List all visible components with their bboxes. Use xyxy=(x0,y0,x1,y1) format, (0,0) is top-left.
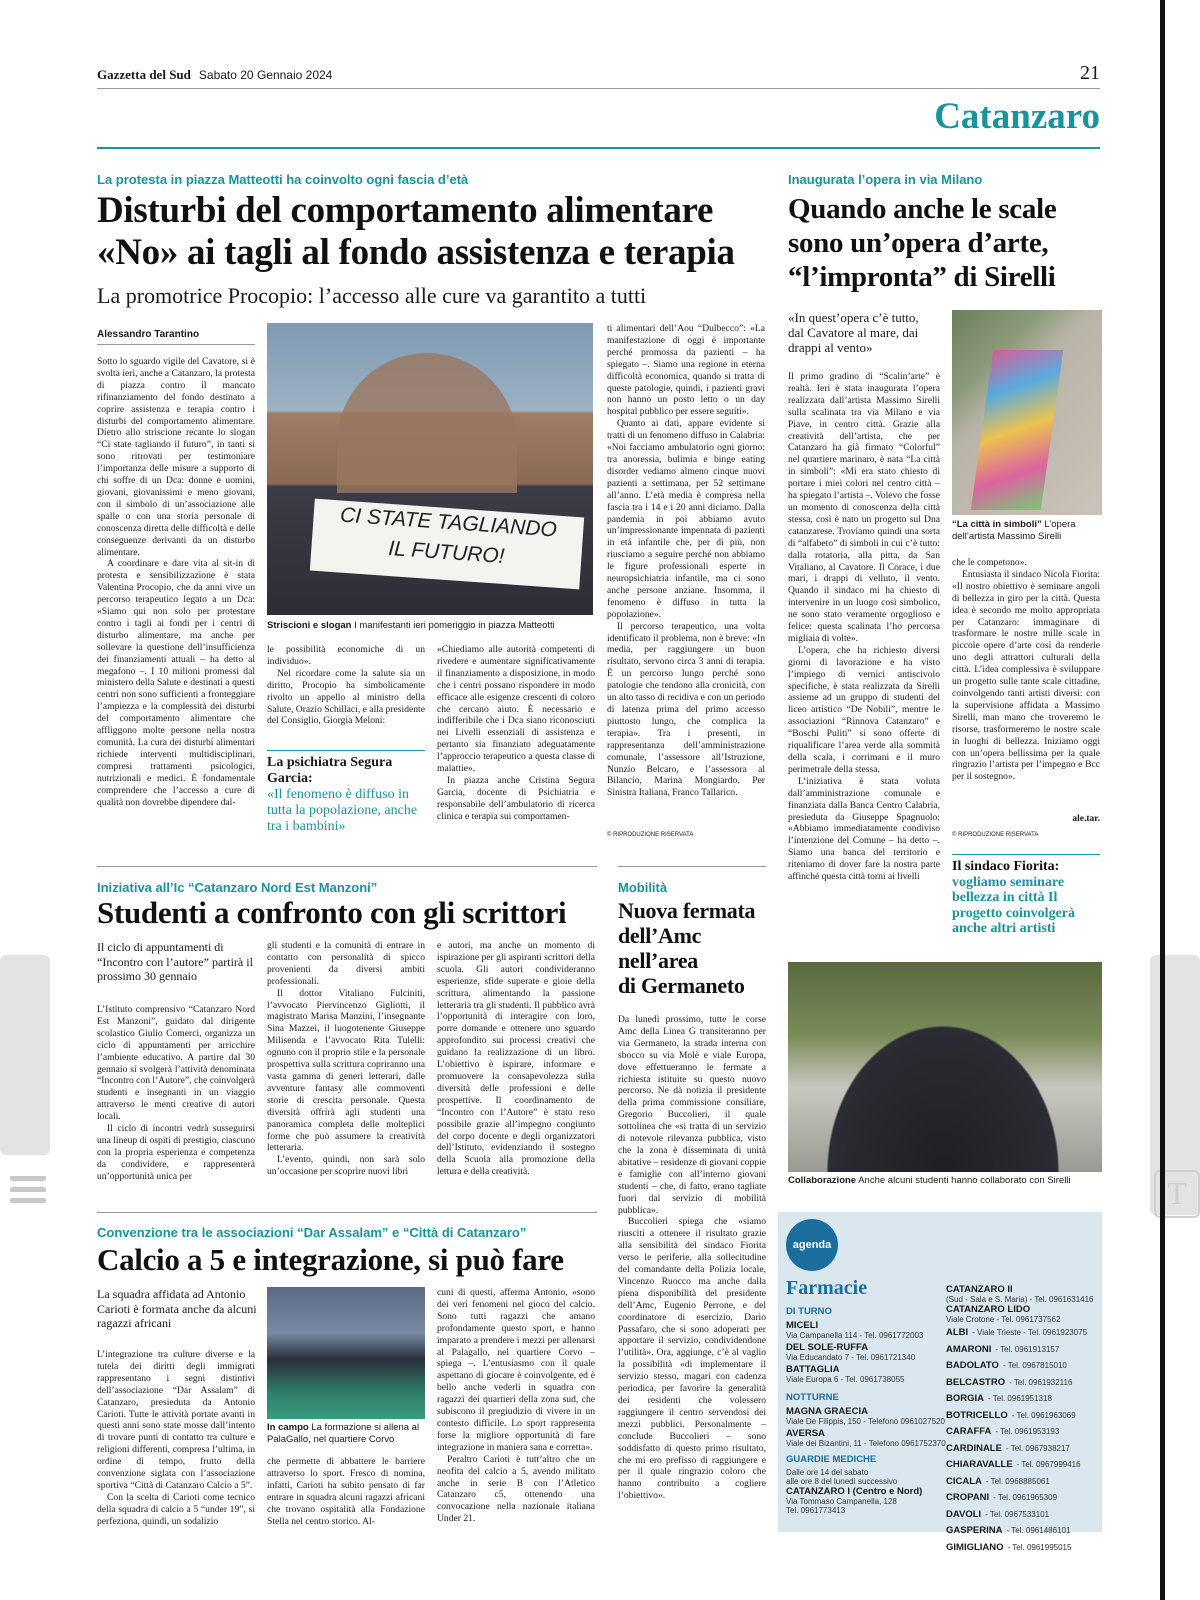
notturne-list xyxy=(786,1406,946,1448)
di-turno-list xyxy=(786,1320,946,1384)
article3-col2 xyxy=(267,940,425,1190)
guardie-name: CATANZARO I (Centro e Nord) xyxy=(786,1486,923,1497)
pharmacy-item xyxy=(946,1324,1098,1341)
protest-banner xyxy=(310,499,584,590)
article1-col3-p2: In piazza anche Cristina Segura Garcia, docente di Psichiatria e responsabile dell’ambulatorio di ricerca clinica e terapia sui comportamen- xyxy=(437,774,595,822)
caption-text: I manifestanti ieri pomeriggio in piazza Matteotti xyxy=(354,620,555,631)
article5-col2-p1: che permette di abbattere le barriere attraverso lo sport. Fresco di nomina, infatti, Carioti ha subito pensato di far entrare in squadra alcuni ragazzi africani che trovano ospitalità alla Fondazione Stella nel centro storico. Al- xyxy=(267,1456,425,1527)
article3-kicker: Iniziativa all’Ic “Catanzaro Nord Est Manzoni” xyxy=(97,880,378,895)
article4-title-line3: nell’area xyxy=(618,948,698,973)
article5-photo xyxy=(267,1287,425,1419)
pharmacy-info: - Tel. 0967938217 xyxy=(1005,1443,1070,1453)
article1-title-line1: Disturbi del comportamento alimentare xyxy=(97,190,714,231)
article1-photo-caption xyxy=(267,620,593,632)
pharmacy-info: - Tel. 0967533101 xyxy=(985,1509,1050,1519)
article2-quote: «In quest’opera c’è tutto, dal Cavatore al mare, dai drappi al vento» xyxy=(788,310,919,355)
article5-top-rule xyxy=(97,1212,597,1213)
article2-signature: ale.tar. xyxy=(1072,814,1100,824)
pharmacy-name: ALBI xyxy=(946,1327,969,1338)
article4-title-line2: dell’Amc xyxy=(618,923,702,948)
caption-bold: In campo xyxy=(267,1422,309,1433)
article5-col3-p2: Peraltro Carioti è tutt’altro che un neofita del calcio a 5, avendo militato anche in serie B con l’Atletico Catanzaro c5, ottenendo una convocazione nella nazionale italiana Under 21. xyxy=(437,1453,595,1525)
article2-copyright: © RIPRODUZIONE RISERVATA xyxy=(952,832,1039,838)
pharmacy-item xyxy=(946,1341,1098,1358)
article2-photo xyxy=(952,310,1102,515)
caption-bold: Collaborazione xyxy=(788,1175,857,1186)
article1-pullquote xyxy=(267,750,425,835)
article2-photo2-caption xyxy=(788,1175,1102,1187)
paper-name: Gazzetta del Sud xyxy=(97,67,191,82)
article2-title-line1: Quando anche le scale xyxy=(788,193,1057,225)
article5-kicker: Convenzione tra le associazioni “Dar Assalam” e “Città di Catanzaro” xyxy=(97,1225,527,1240)
pharmacy-name: CROPANI xyxy=(946,1492,990,1503)
article1-col4-p2: Quanto ai dati, appare evidente si tratti di un fenomeno diffuso in Calabria: «Noi facciamo ambulatorio ogni giorno: tra anoressia, bulimia e binge eating disorder vediamo almeno cinque nuovi pazienti a settimana, per 52 settimane all’anno. L’età media è compresa nella fascia tra i 14 e i 20 anni diciamo. Dalla pandemia in poi abbiamo avuto un’impressionante impennata di pazienti in età infantile che, per di più, non riusciamo a seguire perché non abbiamo le figure professionali esperte in neuropsichiatria infantile, ma ci sono anche persone anziane. Insomma, il fenomeno è diffuso in tutta la popolazione». xyxy=(607,418,765,620)
agenda-badge: agenda xyxy=(786,1219,838,1271)
pharmacy-item xyxy=(786,1342,946,1362)
pharmacy-item xyxy=(946,1489,1098,1506)
banner-line1: CI STATE TAGLIANDO xyxy=(339,503,558,542)
pharmacy-info: (Sud - Sala e S. Maria) - Tel. 0961631416 xyxy=(946,1295,1094,1304)
guardie-info: Via Tommaso Campanella, 128 xyxy=(786,1497,897,1506)
pullquote-rest: «Il fenomeno è diffuso in tutta la popolazione, anche tra i bambini» xyxy=(267,787,418,834)
article5-title: Calcio a 5 e integrazione, si può fare xyxy=(97,1242,564,1277)
pharmacy-item xyxy=(786,1364,946,1384)
guardie-note: Dalle ore 14 del sabato xyxy=(786,1468,869,1477)
pharmacy-item xyxy=(946,1374,1098,1391)
article1-author: Alessandro Tarantino xyxy=(97,329,200,340)
caption-text: Anche alcuni studenti hanno collaborato con Sirelli xyxy=(858,1175,1071,1186)
article1-col1 xyxy=(97,356,255,841)
article3-title: Studenti a confronto con gli scrittori xyxy=(97,895,567,930)
article2-title-line3: “l’impronta” di Sirelli xyxy=(788,261,1056,293)
article4-col-p1: Da lunedì prossimo, tutte le corse Amc della Linea G transiteranno per via Germaneto, la strada interna con sbocco su via Molè e viale Europa, dove effettueranno le fermate a richiesta istituite su questo nuovo percorso. Ne dà notizia il presidente della prima commissione consiliare, Gregorio Buccolieri, il quale sottolinea che «si tratta di un servizio di notevole rilevanza pubblica, visto che la zona è disseminata di unità abitative – residenze di giovani coppie e famiglie con all’interno giovani studenti – che, di fatto, erano tagliate fuori dal servizio di mobilità pubblica». xyxy=(618,1014,766,1216)
pharmacy-info: - Tel. 0961965309 xyxy=(993,1493,1058,1502)
article3-col2-p3: L’evento, quindi, non sarà solo un’occasione per scoprire nuovi libri xyxy=(267,1154,425,1178)
agenda-title: Farmacie xyxy=(786,1277,868,1299)
pharmacy-info: Viale dei Bizantini, 11 - Telefono 0961752370 xyxy=(786,1439,946,1448)
article2-col2-p2: Entusiasta il sindaco Nicola Fiorita: «Il nostro obiettivo è seminare angoli di bellezza in giro per la città. Questa idea è secondo me molto appropriata per Catanzaro: immaginare di trasformare le nostre mille scale in piccole opere d’arte così da renderle uno degli attrattori culturali della città. L’idea complessiva è sviluppare un progetto sulle tante scale cittadine, coinvolgendo tanti artisti diversi: con la supervisione affidata a Massimo Sirelli, man mano che troveremo le risorse, trasformeremo le nostre scale in luoghi di bellezza. Iniziamo oggi con un’opera bellissima per la quale ringrazio l’artista per l’impegno e Bcc per il sostegno». xyxy=(952,568,1100,783)
pharmacy-name: MICELI xyxy=(786,1320,819,1331)
article1-copyright: © RIPRODUZIONE RISERVATA xyxy=(607,832,694,838)
article2-col1-p1: Il primo gradino di “Scalin’arte” è realtà. Ieri è stata inaugurata l’opera realizzata dall’artista Massimo Sirelli sulla scalinata tra via Milano e via Piave, in centro città. Grazie alla creatività dell’artista, che per Catanzaro ha già firmato “Colorful” nel quartiere marinaro, è nata “La città in simboli”: «Mi era stato chiesto di portare i miei colori nel centro città – ha spiegato l’artista –. Volevo che fosse un momento di conoscenza della città stessa, così è nato un progetto sul Dna catanzarese. Troviamo quindi una sorta di “alfabeto” di simboli in cui c’è tutto: dalla rotatoria, alla pitta, da San Vitaliano, al Cavatore. Il Corace, i due mari, i drappi di velluto, il vento. Quando il sindaco mi ha chiesto di intervenire in un luogo così simbolico, ne sono stato veramente orgoglioso e felice: questa scalinata l’ho percorsa migliaia di volte». xyxy=(788,371,940,644)
pharmacy-name: DAVOLI xyxy=(946,1508,982,1520)
pharmacy-name: BATTAGLIA xyxy=(786,1364,840,1375)
banner-line2: IL FUTURO! xyxy=(387,536,506,569)
article1-author-rule xyxy=(97,344,255,345)
article2-col1 xyxy=(788,371,940,953)
article3-col1-p2: Il ciclo di incontri vedrà susseguirsi una lineup di ospiti di prestigio, ciascuno con la propria esperienza e competenza da condividere, e rappresenterà un’opportunità unica per xyxy=(97,1123,255,1182)
article4-kicker: Mobilità xyxy=(618,880,668,895)
masthead-rule xyxy=(97,88,1100,89)
right-pharmacy-list xyxy=(946,1284,1098,1555)
article3-col3-p1: e autori, ma anche un momento di ispirazione per gli aspiranti scrittori della scuola. Gli autori condivideranno esperienze, sfide superate e gioie della scrittura, alimentando la passione letteraria tra gli studenti. Il pubblico avrà l’opportunità di interagire con loro, porre domande e ottenere uno sguardo approfondito sui processi creativi che guidano la realizzazione di un libro. L’obiettivo è ispirare, informare e promuovere la consapevolezza sulla diversità delle professioni e delle prospettive. Il coordinamento de “Incontro con l’Autore” è stato reso possibile grazie all’impegno congiunto del corpo docente e degli organizzatori dell’Istituto, evidenziando il sostegno della Scuola alla promozione della lettura e della creatività. xyxy=(437,940,595,1178)
article1-col4-p1: ti alimentari dell’Aou “Dulbecco”: «La manifestazione di oggi è importante perché promossa da pazienti – ha spiegato –. Siamo una regione in eterna difficoltà economica, quando si tratta di queste patologie, quindi, i pazienti gravi non hanno un posto letto o un day hospital pubblico per essere seguiti». xyxy=(607,323,765,418)
article4-col xyxy=(618,1014,766,1539)
page-edge xyxy=(1160,0,1165,1600)
pharmacy-name: GIMIGLIANO xyxy=(946,1541,1004,1553)
article2-col1-p2: L’opera, che ha richiesto diversi giorni di lavorazione e ha visto l’impiego di vernici antiscivolo specifiche, è stata realizzata da Sirelli assieme ad un gruppo di studenti del liceo artistico “De Nobili”, mentre le associazioni “Rinnova Catanzaro” e “Boschi Puliti” si sono offerte di riqualificare l’area verde alla sommità della scala, i corrimani e il muro perimetrale della stessa. xyxy=(788,644,940,775)
article5-col3 xyxy=(437,1287,595,1537)
pharmacy-item xyxy=(946,1390,1098,1407)
article4-title-line1: Nuova fermata xyxy=(618,898,756,923)
article3-col1-p1: L’Istituto comprensivo “Catanzaro Nord Est Manzoni”, guidato dal dirigente scolastico Giulio Comerci, organizza un ciclo di appuntamenti per arricchire l’ambiente educativo. A partire dal 30 gennaio si svolgerà l’attività denominata “Incontro con l’Autore”, che coinvolgerà studenti e insegnanti in un viaggio attraverso le menti creative di autori locali. xyxy=(97,1004,255,1123)
agenda-box xyxy=(778,1212,1102,1553)
article2-pullquote xyxy=(952,854,1100,937)
pharmacy-item xyxy=(786,1320,946,1340)
article5-col1-p2: Con la scelta di Carioti come tecnico della squadra di calcio a 5 “under 19”, si perfeziona, quindi, un sodalizio xyxy=(97,1491,255,1527)
article3-col2-p1: gli studenti e la comunità di entrare in contatto con personalità di spicco provenienti da diversi ambiti professionali. xyxy=(267,940,425,987)
article5-photo-caption xyxy=(267,1422,425,1445)
pharmacy-item xyxy=(946,1522,1098,1539)
article2-col1-p3: L’iniziativa è stata voluta dall’amministrazione comunale e finanziata dalla Banca Centro Calabria, presieduta da Giuseppe Spagnuolo: «Abbiamo immediatamente condiviso l’intenzione del Comune – ha detto –. Siamo una banca del territorio e riteniamo di dover fare la nostra parte affinché questa città torni ai livelli xyxy=(788,775,940,883)
menu-icon[interactable] xyxy=(10,1170,46,1210)
article3-col3 xyxy=(437,940,595,1190)
pharmacy-info: Via Campanella 114 - Tel. 0961772003 xyxy=(786,1331,924,1340)
caption-bold: Striscioni e slogan xyxy=(267,620,352,631)
guardie-info: Tel. 0961773413 xyxy=(786,1506,846,1515)
pharmacy-item xyxy=(946,1456,1098,1473)
pharmacy-info: Via Educandato 7 - Tel. 0961721340 xyxy=(786,1353,916,1362)
pharmacy-item xyxy=(946,1423,1098,1440)
article2-kicker: Inaugurata l’opera in via Milano xyxy=(788,172,983,187)
pharmacy-name: BADOLATO xyxy=(946,1360,999,1371)
pharmacy-item xyxy=(786,1428,946,1448)
article5-col1 xyxy=(97,1349,255,1537)
pullquote-lead: Il sindaco Fiorita: xyxy=(952,859,1060,874)
article5-col1-p1: L’integrazione tra culture diverse e la tutela dei diritti degli immigrati rappresentano i segni distintivi dell’associazione “Dar Assalam” di Catanzaro, presieduta da Antonio Carioti. Tutte le attività portate avanti in questi anni sono state mosse dall’intento di trovare punti di contatto tra culture e religioni differenti, compresa l’ultima, in ordine di tempo, frutto della convenzione siglata con l’associazione sportiva “Città di Catanzaro Calcio a 5”. xyxy=(97,1349,255,1491)
guardie-note: alle ore 8 del lunedì successivo xyxy=(786,1477,898,1486)
article1-title-line2: «No» ai tagli al fondo assistenza e terapia xyxy=(97,232,735,273)
pharmacy-info: - Tel. 0961913157 xyxy=(995,1344,1060,1354)
article4-title-line4: di Germaneto xyxy=(618,973,745,998)
pharmacy-item xyxy=(946,1284,1098,1304)
pharmacy-info: - Tel. 0961995015 xyxy=(1007,1542,1072,1552)
article4-col-p2: Buccolieri spiega che «siamo riusciti a ottenere il risultato grazie alla sensibilità del sindaco Fiorita verso le periferie, alla sollecitudine del comandante della Polizia locale, Vincenzo Ruocco ma anche dalla piena disponibilità del presidente dell’Amc, Eugenio Perrone, e del coordinatore di esercizio, Dario Passafaro, che si sono adoperati per apportare il servizio, condividendone l’utilità». Ora, aggiunge, c’è al vaglio la possibilità «di implementare il servizio stesso, magari con cadenza periodica, per favorire la generalità dei residenti che volessero raggiungere il centro servendosi dei mezzi pubblici. Personalmente – conclude Buccolieri – sono soddisfatto di questo primo risultato, che mi ero prefisso di raggiungere e per il quale ringrazio coloro che hanno contribuito a cogliere l’obiettivo». xyxy=(618,1216,766,1502)
pharmacy-info: - Tel. 0961963069 xyxy=(1011,1410,1076,1420)
pharmacy-name: CARDINALE xyxy=(946,1442,1002,1454)
pharmacy-item xyxy=(946,1440,1098,1457)
pharmacy-info: Viale Europa 6 - Tel. 0961738055 xyxy=(786,1375,905,1384)
article3-col2-p2: Il dottor Vitaliano Fulciniti, l’avvocato Piervincenzo Gigliotti, il magistrato Marisa Manzini, l’insegnante Sina Mazzei, il luogotenente Giuseppe Milisenda e l’avvocato Rita Tulelli: ognuno con il proprio stile e la personale prospettiva sulla scrittura copriranno una vasta gamma di generi letterari, dalle avventure fantasy alle commoventi storie di crescita personale. Questa diversità offrirà agli studenti una panoramica completa delle molteplici forme che può assumere la creatività letteraria. xyxy=(267,987,425,1154)
pharmacy-info: - Tel. 0961953193 xyxy=(995,1427,1060,1436)
caption-text: L’opera dell’artista Massimo Sirelli xyxy=(952,519,1076,542)
article1-col3 xyxy=(437,644,595,842)
pharmacy-info: Viale De Filippis, 150 - Telefono 0961027520 xyxy=(786,1417,945,1426)
pharmacy-info: - Tel. 0968885061 xyxy=(985,1476,1050,1486)
issue-date: Sabato 20 Gennaio 2024 xyxy=(198,68,333,82)
article1-subtitle: La promotrice Procopio: l’accesso alle cure va garantito a tutti xyxy=(97,283,647,308)
pharmacy-name: CICALA xyxy=(946,1475,982,1487)
section-title: Catanzaro xyxy=(934,96,1100,137)
pharmacy-info: - Tel. 0961486101 xyxy=(1006,1526,1071,1535)
pharmacy-name: DEL SOLE-RUFFA xyxy=(786,1342,869,1353)
pullquote-rest: vogliamo seminare bellezza in città Il progetto coinvolgerà anche altri artisti xyxy=(952,874,1075,936)
pharmacy-item xyxy=(946,1407,1098,1424)
article2-title-line2: sono un’opera d’arte, xyxy=(788,227,1049,259)
pharmacy-name: CATANZARO II xyxy=(946,1284,1013,1295)
page-number: 21 xyxy=(1080,62,1100,84)
article2-col2 xyxy=(952,557,1100,813)
article1-kicker: La protesta in piazza Matteotti ha coinvolto ogni fascia d’età xyxy=(97,172,469,187)
text-mode-icon[interactable]: T xyxy=(1154,1170,1200,1218)
pullquote-lead: La psichiatra Segura Garcia: xyxy=(267,755,393,786)
article4-title xyxy=(618,898,766,998)
guardie-block xyxy=(786,1468,946,1515)
pharmacy-info: - Viale Trieste - Tel. 0961923075 xyxy=(972,1328,1088,1337)
article1-col1-p2: A coordinare e dare vita al sit-in di protesta e sensibilizzazione è stata Valentina Procopio, che da anni vive un percorso terapeutico legato a un Dca: «Siamo qui non solo per protestare contro i tagli ai fondi per i centri di disturbo alimentare, ma anche per sollevare la questione dell’insufficienza dei finanziamenti attuali – ha detto al megafono –. I 10 milioni promessi dal ministero della Salute e destinati a questi centri non sono sufficienti a fronteggiare l’ampiezza e la complessità dei disturbi del comportamento alimentare che affliggono molte persone nella nostra comunità. La cura dei disturbi alimentari richiede interventi multidisciplinari, compresi trattamenti psicologici, nutrizionali e medici. È fondamentale comprendere che l’accesso a cure di qualità non dovrebbe dipendere dal- xyxy=(97,558,255,808)
pharmacy-info: - Tel. 0967815010 xyxy=(1002,1361,1067,1370)
pharmacy-name: BORGIA xyxy=(946,1393,984,1404)
pharmacy-name: CATANZARO LIDO xyxy=(946,1304,1031,1315)
article5-standfirst: La squadra affidata ad Antonio Carioti è formata anche da alcuni ragazzi africani xyxy=(97,1287,257,1330)
pharmacy-item xyxy=(946,1473,1098,1490)
section-guardie: GUARDIE MEDICHE xyxy=(786,1454,877,1465)
section-di-turno: DI TURNO xyxy=(786,1306,832,1317)
article1-col2-p2: Nel ricordare come la salute sia un diritto, Procopio ha simbolicamente rivolto un appello al ministro della Salute, Orazio Schillaci, e alla presidente del Consiglio, Giorgia Meloni: xyxy=(267,667,425,727)
pharmacy-name: CHIARAVALLE xyxy=(946,1459,1013,1470)
pharmacy-item xyxy=(946,1506,1098,1523)
caption-text: La formazione si allena al PalaGallo, nel quartiere Corvo xyxy=(267,1422,420,1445)
article1-col1-p1: Sotto lo sguardo vigile del Cavatore, si è svolta ieri, anche a Catanzaro, la protesta di piazza contro il mancato rifinanziamento del fondo destinato a coprire assistenza e terapia contro i disturbi del comportamento alimentare. Dietro allo striscione recante lo slogan “Ci state tagliando il futuro”, in tanti si sono ritrovati per testimoniare l’importanza delle misure a supporto di chi soffre di un Dca: donne e uomini, giovani, giovanissimi e meno giovani, con il simbolo di un’associazione alle spalle o con una storia personale di conoscenza diretta delle difficoltà e delle conseguenze derivanti da un disturbo alimentare. xyxy=(97,356,255,558)
pharmacy-name: CARAFFA xyxy=(946,1426,992,1437)
article1-col4-p3: Il percorso terapeutico, una volta identificato il problema, non è breve: «In media, per raggiungere un buon risultato, servono circa 3 anni di terapia. È un percorso lungo perché sono patologie che tendono alla cronicità, con un alto tasso di recidiva e con un periodo di latenza prima del primo accesso piuttosto lungo, che complica la terapia». Tra i presenti, in rappresentanza dell’amministrazione comunale, l’assessore all’Istruzione, Nunzio Belcaro, e l’assessora al Bilancio, Marina Mongiardo. Per Sinistra Italiana, Franco Tallarico. xyxy=(607,620,765,799)
pharmacy-item xyxy=(946,1539,1098,1556)
pharmacy-name: BOTRICELLO xyxy=(946,1409,1008,1421)
article2-col2-p1: che le competono». xyxy=(952,557,1027,568)
pharmacy-name: MAGNA GRAECIA xyxy=(786,1406,868,1417)
article2-title xyxy=(788,192,1100,294)
pharmacy-info: - Tel. 0967999416 xyxy=(1016,1460,1081,1469)
article3-top-rule xyxy=(97,866,597,867)
article1-photo xyxy=(267,323,593,615)
pharmacy-info: - Tel. 0961932116 xyxy=(1009,1377,1073,1387)
article1-col3-p1: «Chiediamo alle autorità competenti di rivedere e aumentare significativamente il finanziamento a disposizione, in modo che i centri possano rispondere in modo efficace alle esigenze crescenti di coloro che cercano aiuto. È necessario e indifferibile che i Dca siano riconosciuti nei Livelli essenziali di assistenza e pertanto sia finanziato adeguatamente l’approccio terapeutico a questa classe di malattie». xyxy=(437,644,595,775)
article1-col2 xyxy=(267,644,425,744)
pharmacy-info: - Tel. 0961951318 xyxy=(988,1394,1052,1403)
pharmacy-name: BELCASTRO xyxy=(946,1376,1006,1388)
prev-page-tab[interactable] xyxy=(0,955,50,1155)
pharmacy-item xyxy=(786,1406,946,1426)
masthead xyxy=(97,62,1100,90)
section-notturne: NOTTURNE xyxy=(786,1392,839,1403)
article1-col2-p1: le possibilità economiche di un individuo». xyxy=(267,644,425,667)
pharmacy-info: Viale Crotone - Tel. 0961737562 xyxy=(946,1315,1061,1324)
section-rule xyxy=(97,147,1100,149)
caption-bold: “La città in simboli” xyxy=(952,519,1042,530)
article1-col4 xyxy=(607,323,765,828)
article5-col2 xyxy=(267,1456,425,1538)
pharmacy-name: GASPERINA xyxy=(946,1525,1003,1536)
article1-title xyxy=(97,190,777,274)
article3-col1 xyxy=(97,1004,255,1189)
article3-standfirst: Il ciclo di appuntamenti di “Incontro con l’autore” partirà il prossimo 30 gennaio xyxy=(97,940,253,983)
article4-top-rule xyxy=(618,866,766,867)
pharmacy-item xyxy=(946,1304,1098,1324)
article2-photo-caption xyxy=(952,519,1100,542)
pharmacy-item xyxy=(946,1357,1098,1374)
article5-col3-p1: cuni di questi, afferma Antonio, «sono dei veri fenomeni nel gioco del calcio. Sono tutti ragazzi che amano profondamente questo sport, e hanno imparato a prendere i mezzi per allenarsi al Palagallo, nel quartiere Corvo – spiega –. L’entusiasmo con il quale aspettano di giocare è coinvolgente, ed è bello anche vederli in squadra con ragazzi dei quartieri della zona sud, che subiscono il pregiudizio di vivere in un contesto difficile. Lo sport rappresenta forse la migliore opportunità di fare integrazione in maniera sana e corretta». xyxy=(437,1287,595,1453)
pharmacy-name: AMARONI xyxy=(946,1343,992,1355)
pharmacy-name: AVERSA xyxy=(786,1428,825,1439)
article2-photo2 xyxy=(788,962,1102,1172)
